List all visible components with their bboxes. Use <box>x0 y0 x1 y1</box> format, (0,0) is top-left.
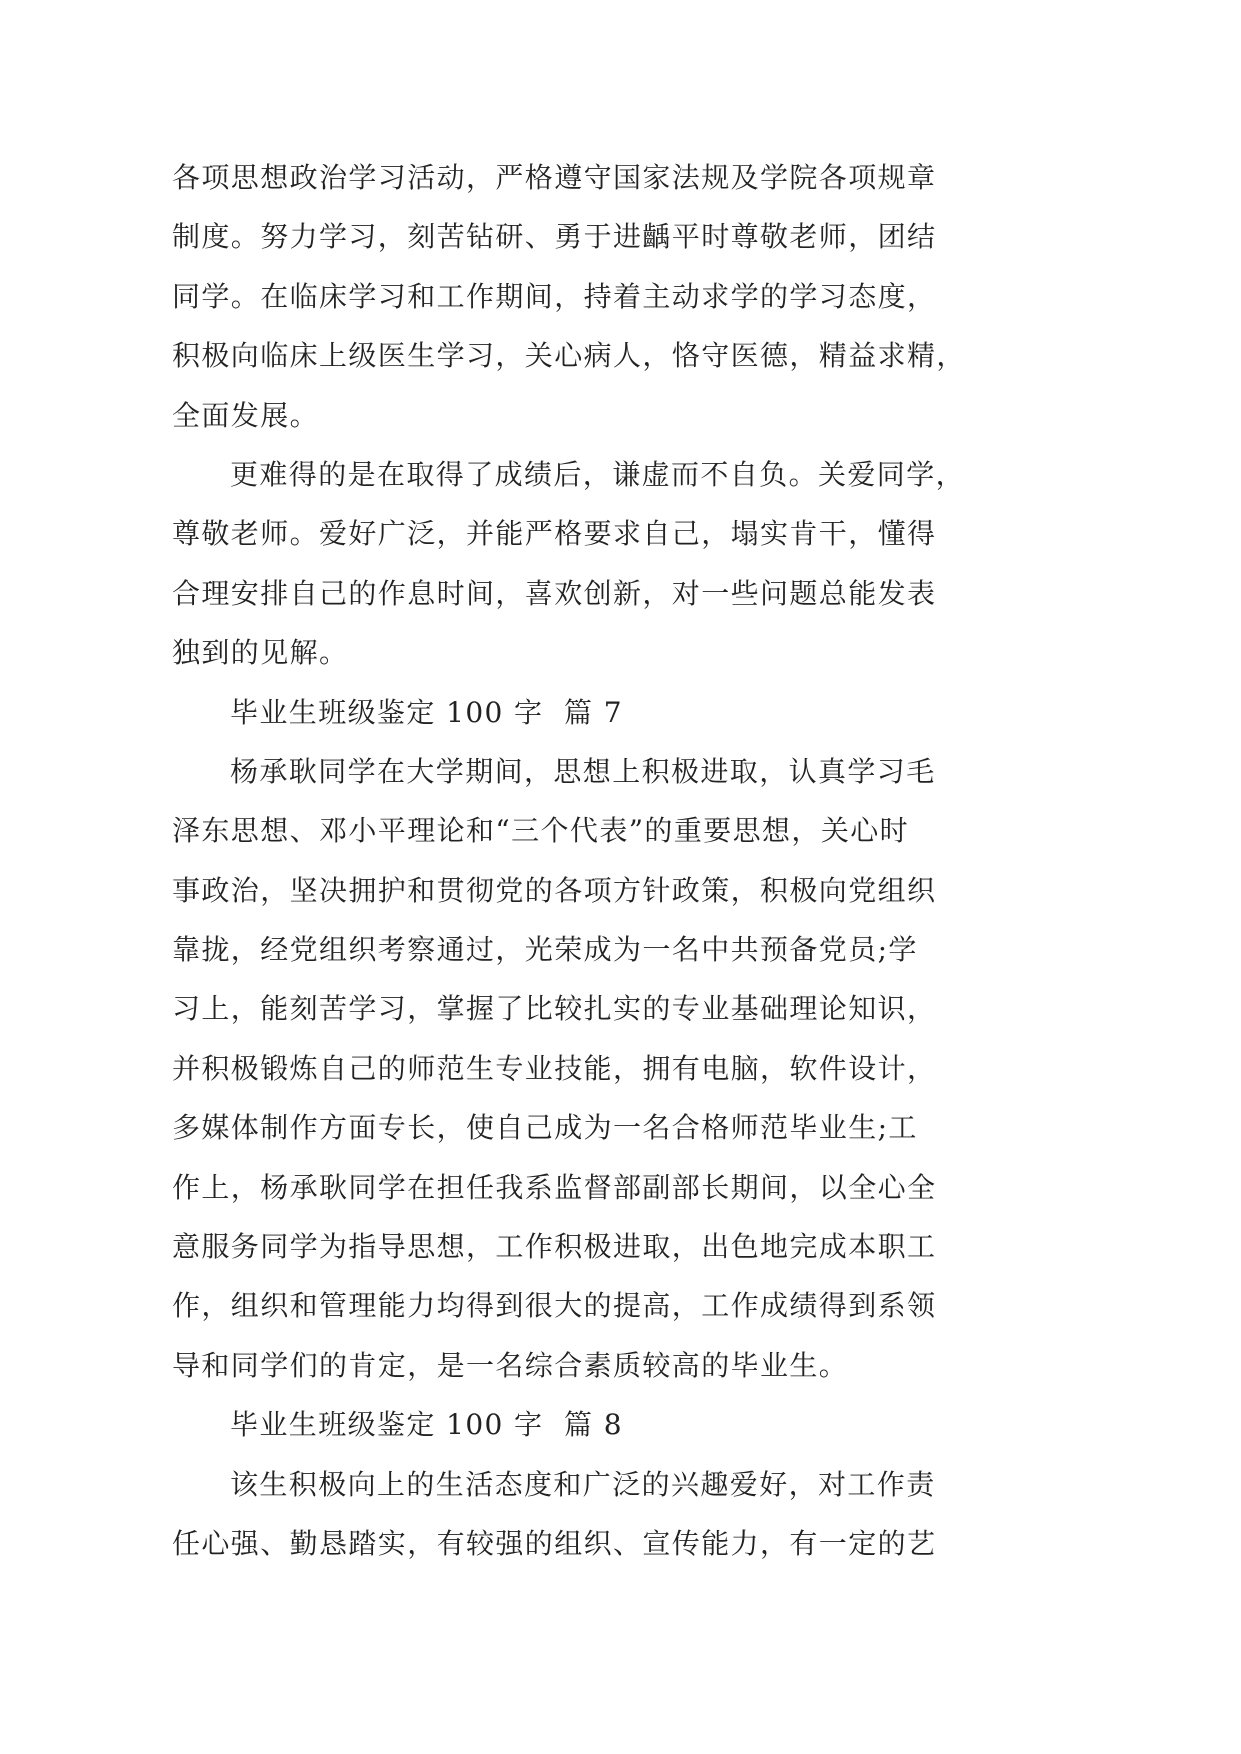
paragraph-line: 靠拢，经党组织考察通过，光荣成为一名中共预备党员;学 <box>172 933 918 967</box>
section-heading: 毕业生班级鉴定 100 字 篇 7 <box>230 695 623 729</box>
paragraph-line: 合理安排自己的作息时间，喜欢创新，对一些问题总能发表 <box>172 576 937 610</box>
paragraph-line: 积极向临床上级医生学习，关心病人，恪守医德，精益求精， <box>172 339 966 373</box>
paragraph <box>172 742 992 1395</box>
paragraph-line: 同学。在临床学习和工作期间，持着主动求学的学习态度， <box>172 279 937 313</box>
paragraph-line: 习上，能刻苦学习，掌握了比较扎实的专业基础理论知识， <box>172 992 937 1026</box>
paragraph-line: 导和同学们的肯定，是一名综合素质较高的毕业生。 <box>172 1348 849 1382</box>
paragraph-line: 独到的见解。 <box>172 636 349 670</box>
paragraph-line: 各项思想政治学习活动，严格遵守国家法规及学院各项规章 <box>172 161 937 194</box>
section-7 <box>172 683 992 1396</box>
paragraph-line: 作上，杨承耿同学在担任我系监督部副部长期间，以全心全 <box>172 1170 937 1204</box>
paragraph-line: 全面发展。 <box>172 398 320 432</box>
paragraph-line: 该生积极向上的生活态度和广泛的兴趣爱好，对工作责 <box>230 1467 936 1501</box>
paragraph-line: 多媒体制作方面专长，使自己成为一名合格师范毕业生;工 <box>172 1111 918 1145</box>
paragraph-line: 作，组织和管理能力均得到很大的提高，工作成绩得到系领 <box>172 1289 937 1323</box>
section-continued <box>172 148 992 683</box>
paragraph-line: 意服务同学为指导思想，工作积极进取，出色地完成本职工 <box>172 1230 937 1264</box>
paragraph-line: 并积极锻炼自己的师范生专业技能，拥有电脑，软件设计， <box>172 1051 937 1085</box>
paragraph <box>172 445 992 683</box>
document-page <box>172 148 992 1573</box>
section-8 <box>172 1395 992 1573</box>
paragraph-line: 泽东思想、邓小平理论和“三个代表”的重要思想，关心时 <box>172 814 910 848</box>
paragraph-line: 事政治，坚决拥护和贯彻党的各项方针政策，积极向党组织 <box>172 873 937 907</box>
paragraph-line: 更难得的是在取得了成绩后，谦虚而不自负。关爱同学， <box>230 457 966 491</box>
paragraph <box>172 148 992 445</box>
paragraph-line: 尊敬老师。爱好广泛，并能严格要求自己，塌实肯干，懂得 <box>172 517 937 551</box>
section-heading: 毕业生班级鉴定 100 字 篇 8 <box>230 1408 623 1442</box>
paragraph-line: 制度。努力学习，刻苦钻研、勇于进齲平时尊敬老师，团结 <box>172 220 937 254</box>
paragraph <box>172 1455 992 1574</box>
paragraph-line: 任心强、勤恳踏实，有较强的组织、宣传能力，有一定的艺 <box>172 1526 937 1560</box>
paragraph-line: 杨承耿同学在大学期间，思想上积极进取，认真学习毛 <box>230 754 936 788</box>
